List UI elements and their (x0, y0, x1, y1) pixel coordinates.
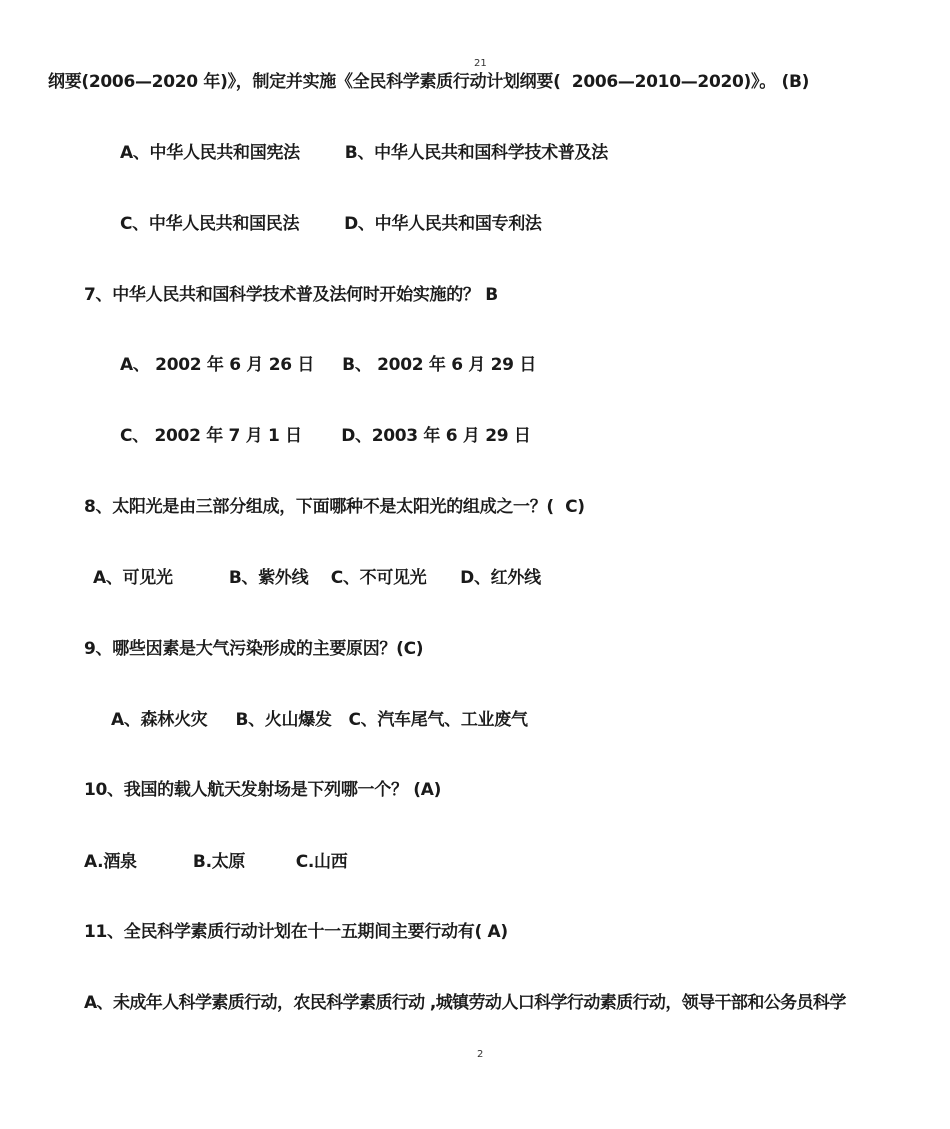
q6-option-line-2: C、中华人民共和国民法 D、中华人民共和国专利法 (120, 214, 542, 234)
q10-options: A.酒泉 B.太原 C.山西 (84, 852, 348, 872)
question-7: 7、中华人民共和国科学技术普及法何时开始实施的？ B (84, 285, 498, 305)
q7-option-line-1: A、 2002 年 6 月 26 日 B、 2002 年 6 月 29 日 (120, 355, 537, 375)
question-10: 10、我国的载人航天发射场是下列哪一个？ (A) (84, 780, 442, 800)
q6-option-line-1: A、中华人民共和国宪法 B、中华人民共和国科学技术普及法 (120, 143, 608, 163)
page-number-top: 21 (474, 58, 487, 69)
question-11: 11、全民科学素质行动计划在十一五期间主要行动有( A) (84, 922, 508, 942)
question-9: 9、哪些因素是大气污染形成的主要原因？(C) (84, 639, 424, 659)
line-intro-continuation: 纲要(2006—2020 年)》，制定并实施《全民科学素质行动计划纲要( 2006—2010—2020)》。 (B) (48, 72, 810, 92)
page-number-bottom: 2 (477, 1049, 484, 1060)
q11-option-a: A、未成年人科学素质行动，农民科学素质行动 ,城镇劳动人口科学行动素质行动，领导干部和公务员科学 (84, 993, 846, 1013)
q7-option-line-2: C、 2002 年 7 月 1 日 D、2003 年 6 月 29 日 (120, 426, 531, 446)
question-8: 8、太阳光是由三部分组成，下面哪种不是太阳光的组成之一？( C) (84, 497, 585, 517)
q9-options: A、森林火灾 B、火山爆发 C、汽车尾气、工业废气 (111, 710, 528, 730)
q8-options: A、可见光 B、紫外线 C、不可见光 D、红外线 (93, 568, 541, 588)
